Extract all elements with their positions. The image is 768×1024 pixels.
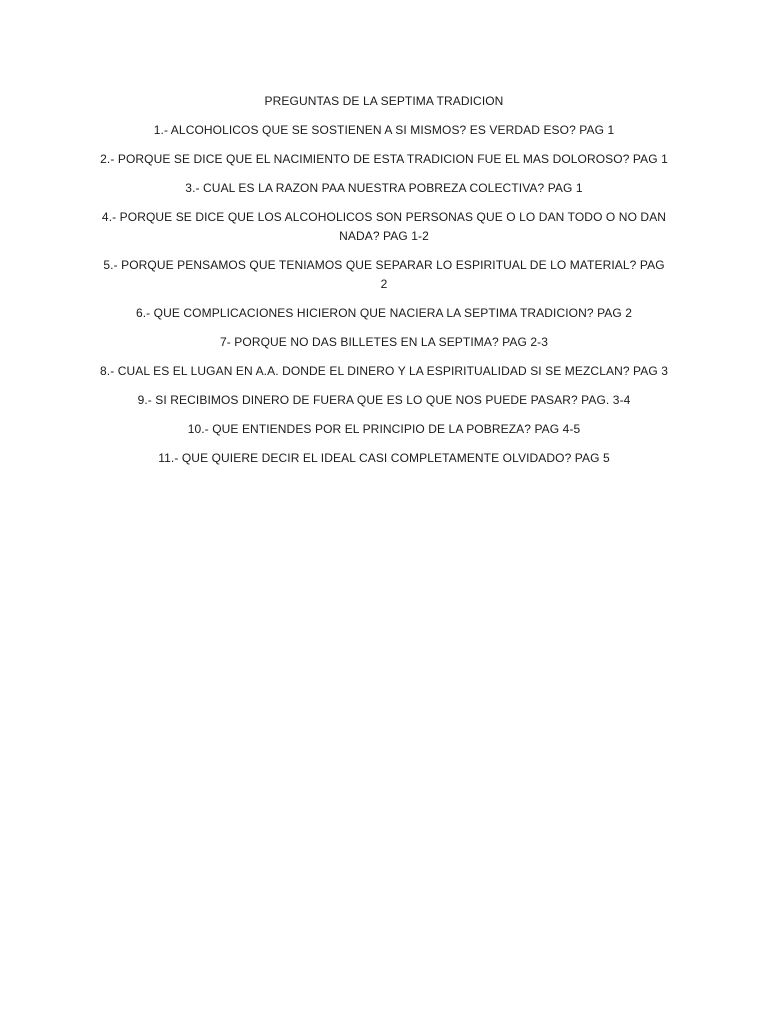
document-content — [100, 92, 668, 478]
question-item: 7- PORQUE NO DAS BILLETES EN LA SEPTIMA? PAG 2-3 — [219, 335, 548, 349]
question-item: 10.- QUE ENTIENDES POR EL PRINCIPIO DE LA POBREZA? PAG 4-5 — [187, 422, 581, 436]
question-item: 4.- PORQUE SE DICE QUE LOS ALCOHOLICOS SON PERSONAS QUE O LO DAN TODO O NO DAN NADA? PAG 1-2 — [101, 210, 667, 243]
question-item: 3.- CUAL ES LA RAZON PAA NUESTRA POBREZA COLECTIVA? PAG 1 — [185, 181, 583, 195]
question-item: 1.- ALCOHOLICOS QUE SE SOSTIENEN A SI MISMOS? ES VERDAD ESO? PAG 1 — [153, 123, 615, 137]
question-item: 5.- PORQUE PENSAMOS QUE TENIAMOS QUE SEPARAR LO ESPIRITUAL DE LO MATERIAL? PAG 2 — [103, 258, 665, 291]
question-item: 11.- QUE QUIERE DECIR EL IDEAL CASI COMPLETAMENTE OLVIDADO? PAG 5 — [158, 451, 610, 465]
question-list — [100, 121, 668, 468]
document-title: PREGUNTAS DE LA SEPTIMA TRADICION — [264, 94, 504, 108]
question-item: 9.- SI RECIBIMOS DINERO DE FUERA QUE ES LO QUE NOS PUEDE PASAR? PAG. 3-4 — [137, 393, 631, 407]
question-item: 8.- CUAL ES EL LUGAN EN A.A. DONDE EL DINERO Y LA ESPIRITUALIDAD SI SE MEZCLAN? PAG 3 — [100, 364, 669, 378]
question-item: 6.- QUE COMPLICACIONES HICIERON QUE NACIERA LA SEPTIMA TRADICION? PAG 2 — [135, 306, 633, 320]
question-item: 2.- PORQUE SE DICE QUE EL NACIMIENTO DE ESTA TRADICION FUE EL MAS DOLOROSO? PAG 1 — [100, 152, 668, 166]
